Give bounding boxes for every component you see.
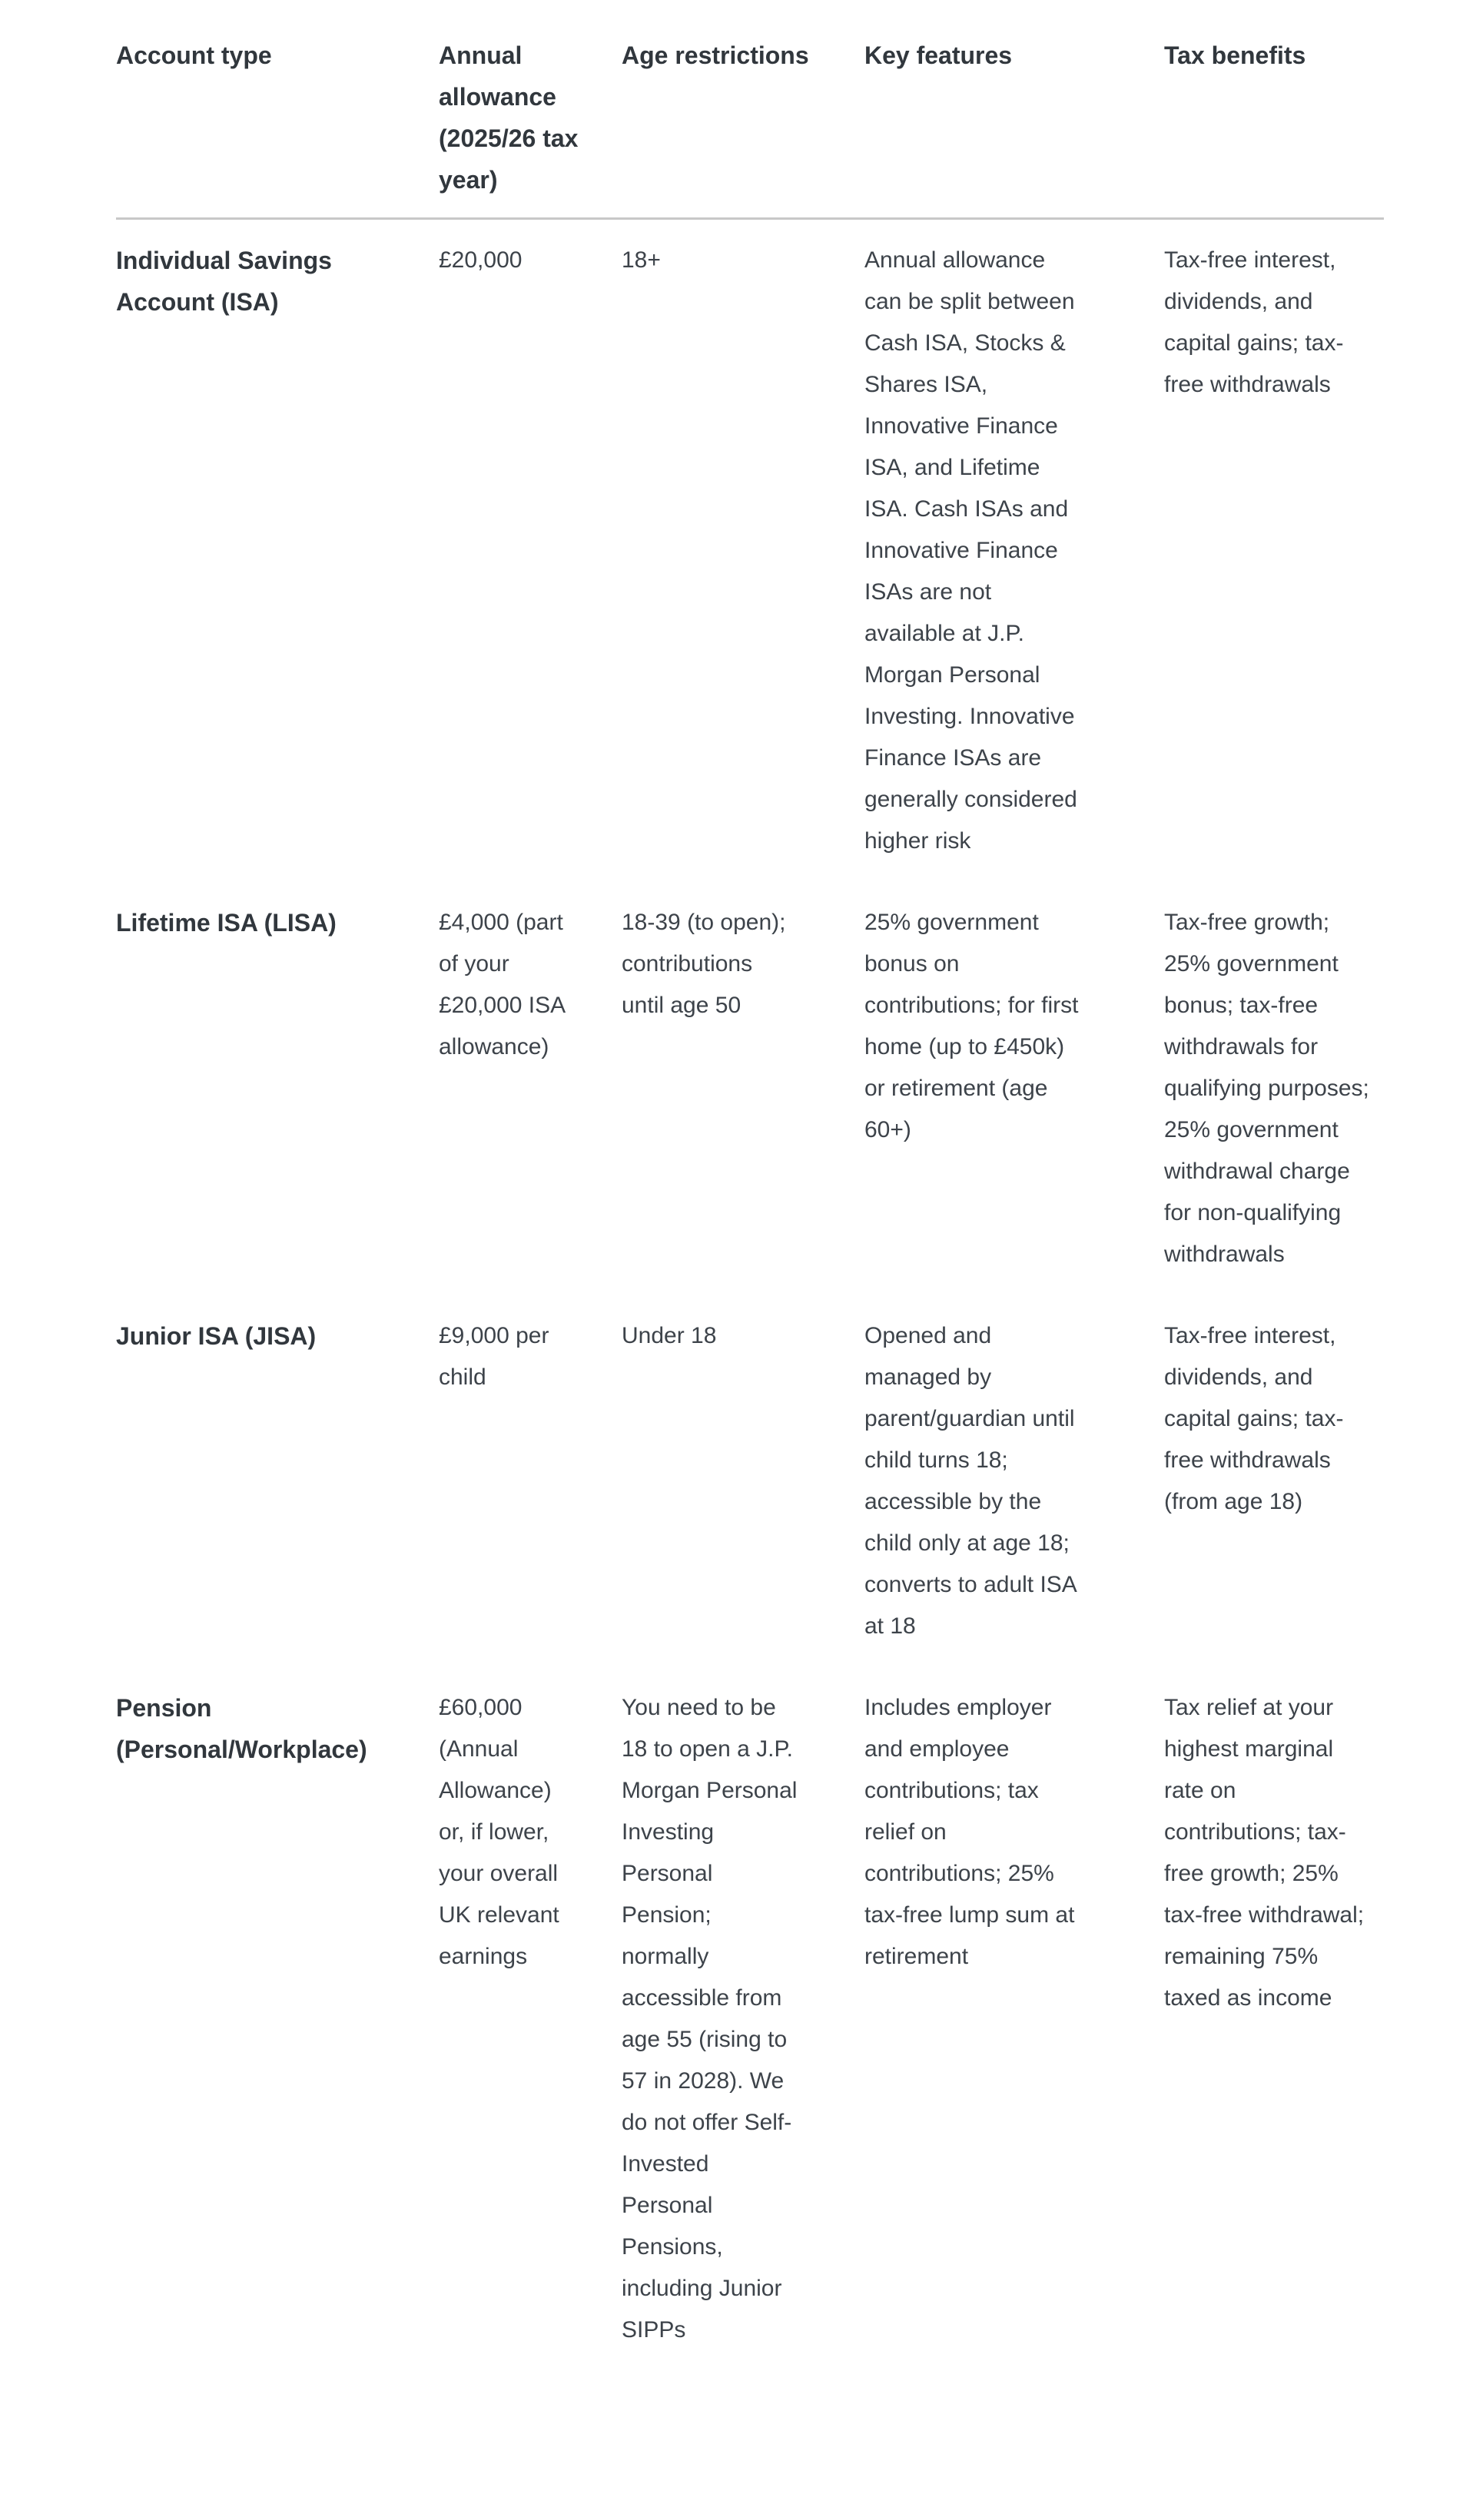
cell-key-features: 25% government bonus on contributions; for first home (up to £450k) or retirement (age 60+) xyxy=(864,910,1079,1142)
cell-annual-allowance: £9,000 per child xyxy=(439,1323,549,1390)
cell-tax-benefits: Tax relief at your highest marginal rate on contributions; tax-free growth; 25% tax-free withdrawal; remaining 75% taxed as income xyxy=(1164,1695,1365,2011)
column-header-age-restrictions: Age restrictions xyxy=(622,35,864,219)
cell-account-type: Pension (Personal/Workplace) xyxy=(116,1694,367,1763)
table-header-row xyxy=(116,35,1384,219)
cell-tax-benefits: Tax-free growth; 25% government bonus; tax-free withdrawals for qualifying purposes; 25% government withdrawal charge for non-qualifying withdrawals xyxy=(1164,910,1369,1267)
cell-age-restrictions: Under 18 xyxy=(622,1323,717,1348)
cell-tax-benefits: Tax-free interest, dividends, and capital gains; tax-free withdrawals (from age 18) xyxy=(1164,1323,1344,1514)
column-header-account-type: Account type xyxy=(116,35,439,219)
cell-key-features: Annual allowance can be split between Cash ISA, Stocks & Shares ISA, Innovative Finance ISA, and Lifetime ISA. Cash ISAs and Innovative Finance ISAs are not available at J.P. Morgan Personal Investing. Innovative Finance ISAs are generally considered higher risk xyxy=(864,247,1077,854)
cell-age-restrictions: 18+ xyxy=(622,247,661,273)
cell-annual-allowance: £4,000 (part of your £20,000 ISA allowance) xyxy=(439,910,565,1059)
column-header-tax-benefits: Tax benefits xyxy=(1164,35,1384,219)
accounts-comparison-table xyxy=(116,35,1384,2371)
cell-key-features: Opened and managed by parent/guardian until child turns 18; accessible by the child only at age 18; converts to adult ISA at 18 xyxy=(864,1323,1077,1639)
table-row-isa xyxy=(116,219,1384,883)
table-row-lisa xyxy=(116,882,1384,1295)
cell-account-type: Lifetime ISA (LISA) xyxy=(116,909,337,937)
cell-account-type: Junior ISA (JISA) xyxy=(116,1322,317,1350)
cell-account-type: Individual Savings Account (ISA) xyxy=(116,247,332,316)
column-header-annual-allowance: Annual allowance (2025/26 tax year) xyxy=(439,35,622,219)
cell-annual-allowance: £20,000 xyxy=(439,247,523,273)
cell-tax-benefits: Tax-free interest, dividends, and capital gains; tax-free withdrawals xyxy=(1164,247,1344,397)
cell-key-features: Includes employer and employee contributions; tax relief on contributions; 25% tax-free lump sum at retirement xyxy=(864,1695,1075,1969)
table-row-jisa xyxy=(116,1295,1384,1667)
cell-annual-allowance: £60,000 (Annual Allowance) or, if lower, your overall UK relevant earnings xyxy=(439,1695,559,1969)
column-header-key-features: Key features xyxy=(864,35,1164,219)
cell-age-restrictions: You need to be 18 to open a J.P. Morgan Personal Investing Personal Pension; normally accessible from age 55 (rising to 57 in 2028). We do not offer Self-Invested Personal Pensions, including Junior SIPPs xyxy=(622,1695,798,2343)
cell-age-restrictions: 18-39 (to open); contributions until age 50 xyxy=(622,910,786,1018)
table-row-pension xyxy=(116,1667,1384,2371)
